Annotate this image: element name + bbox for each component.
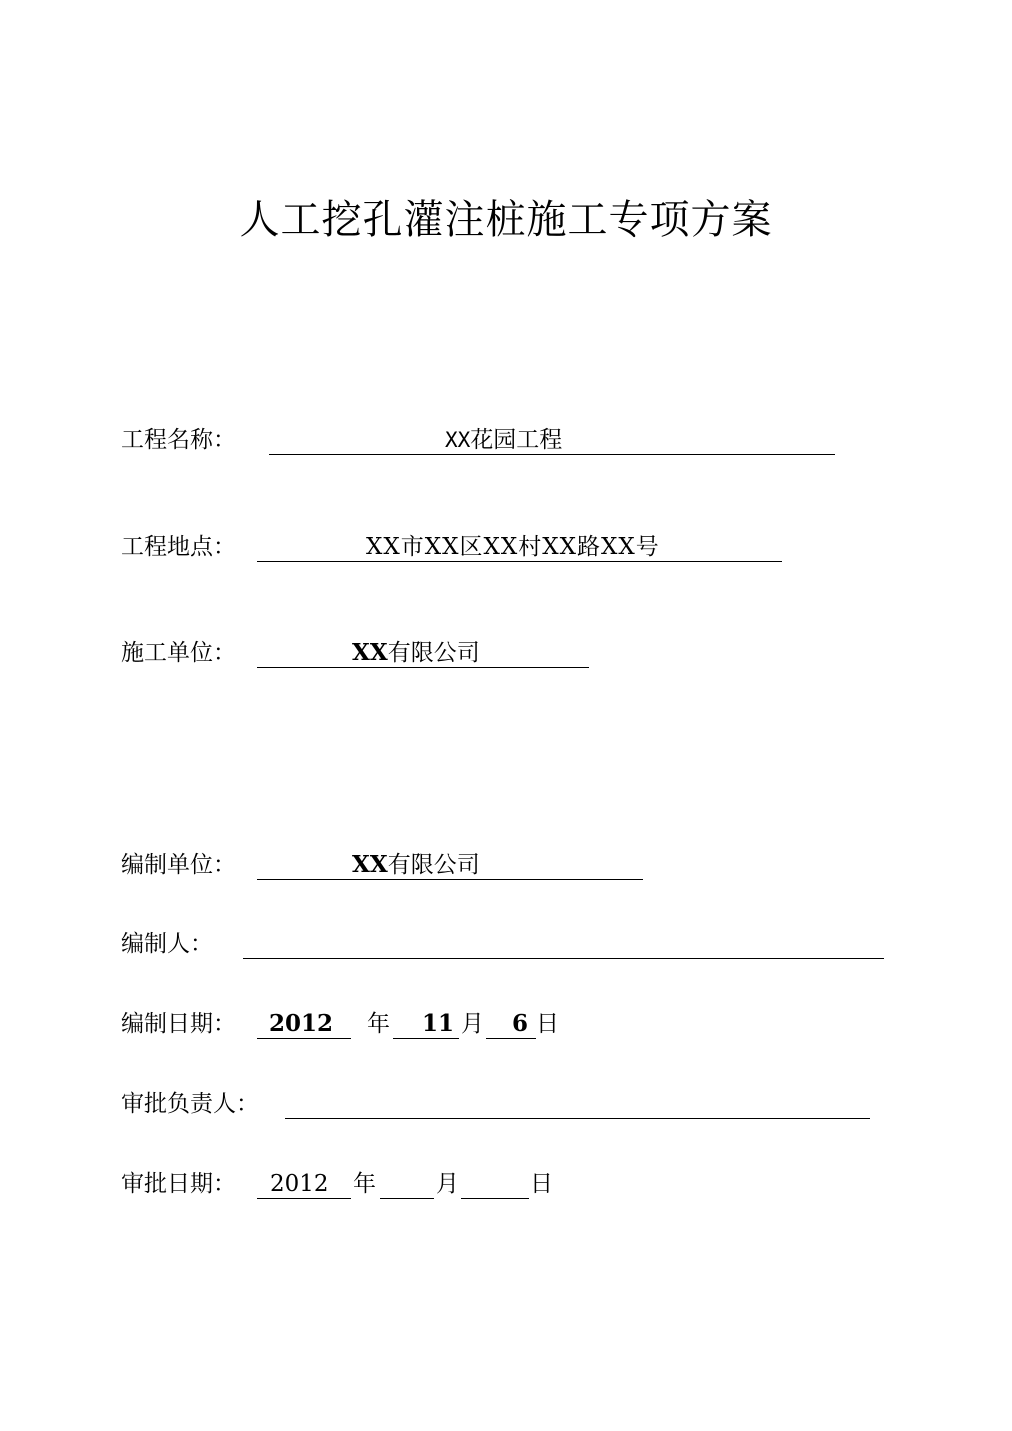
project-name-value-prefix: XX	[445, 428, 471, 452]
project-location-value: XX市XX区XX村XX路XX号	[366, 534, 660, 560]
compile-date-year-field[interactable]	[257, 1010, 351, 1039]
project-name-field[interactable]	[269, 426, 835, 455]
approver-field[interactable]	[285, 1090, 870, 1119]
approve-date-year-value: 2012	[270, 1171, 329, 1197]
project-location-label: 工程地点：	[121, 534, 236, 560]
project-name-value-suffix: 花园工程	[470, 427, 563, 453]
compile-date-year-value: 2012	[269, 1010, 334, 1037]
compiling-unit-field[interactable]	[257, 851, 643, 880]
compiling-unit-label: 编制单位：	[121, 852, 236, 878]
approve-date-month-field[interactable]	[380, 1170, 434, 1199]
compiler-field[interactable]	[243, 930, 884, 959]
approve-date-day-field[interactable]	[461, 1170, 529, 1199]
project-location-field[interactable]	[257, 533, 782, 562]
construction-unit-field[interactable]	[257, 639, 589, 668]
compile-date-day-field[interactable]	[486, 1010, 536, 1039]
compile-date-day-value: 6	[512, 1010, 529, 1037]
approve-date-year-unit: 年	[353, 1171, 376, 1197]
approve-date-day-unit: 日	[530, 1171, 553, 1197]
compiling-unit-value-suffix: 有限公司	[387, 852, 480, 878]
construction-unit-label: 施工单位：	[121, 640, 236, 666]
document-title: 人工挖孔灌注桩施工专项方案	[239, 197, 773, 243]
approve-date-year-field[interactable]	[257, 1170, 351, 1199]
compile-date-month-value: 11	[422, 1010, 455, 1037]
approve-date-label: 审批日期：	[121, 1171, 236, 1197]
approver-label: 审批负责人：	[121, 1091, 259, 1117]
compile-date-day-unit: 日	[536, 1011, 559, 1037]
compiling-unit-value-prefix: XX	[352, 851, 388, 878]
compile-date-month-unit: 月	[461, 1011, 484, 1037]
construction-unit-value-prefix: XX	[352, 639, 388, 666]
compile-date-label: 编制日期：	[121, 1011, 236, 1037]
compile-date-month-field[interactable]	[393, 1010, 459, 1039]
construction-unit-value-suffix: 有限公司	[387, 640, 480, 666]
compiler-label: 编制人：	[121, 931, 213, 957]
project-name-label: 工程名称：	[121, 427, 236, 453]
compile-date-year-unit: 年	[367, 1011, 390, 1037]
approve-date-month-unit: 月	[436, 1171, 459, 1197]
